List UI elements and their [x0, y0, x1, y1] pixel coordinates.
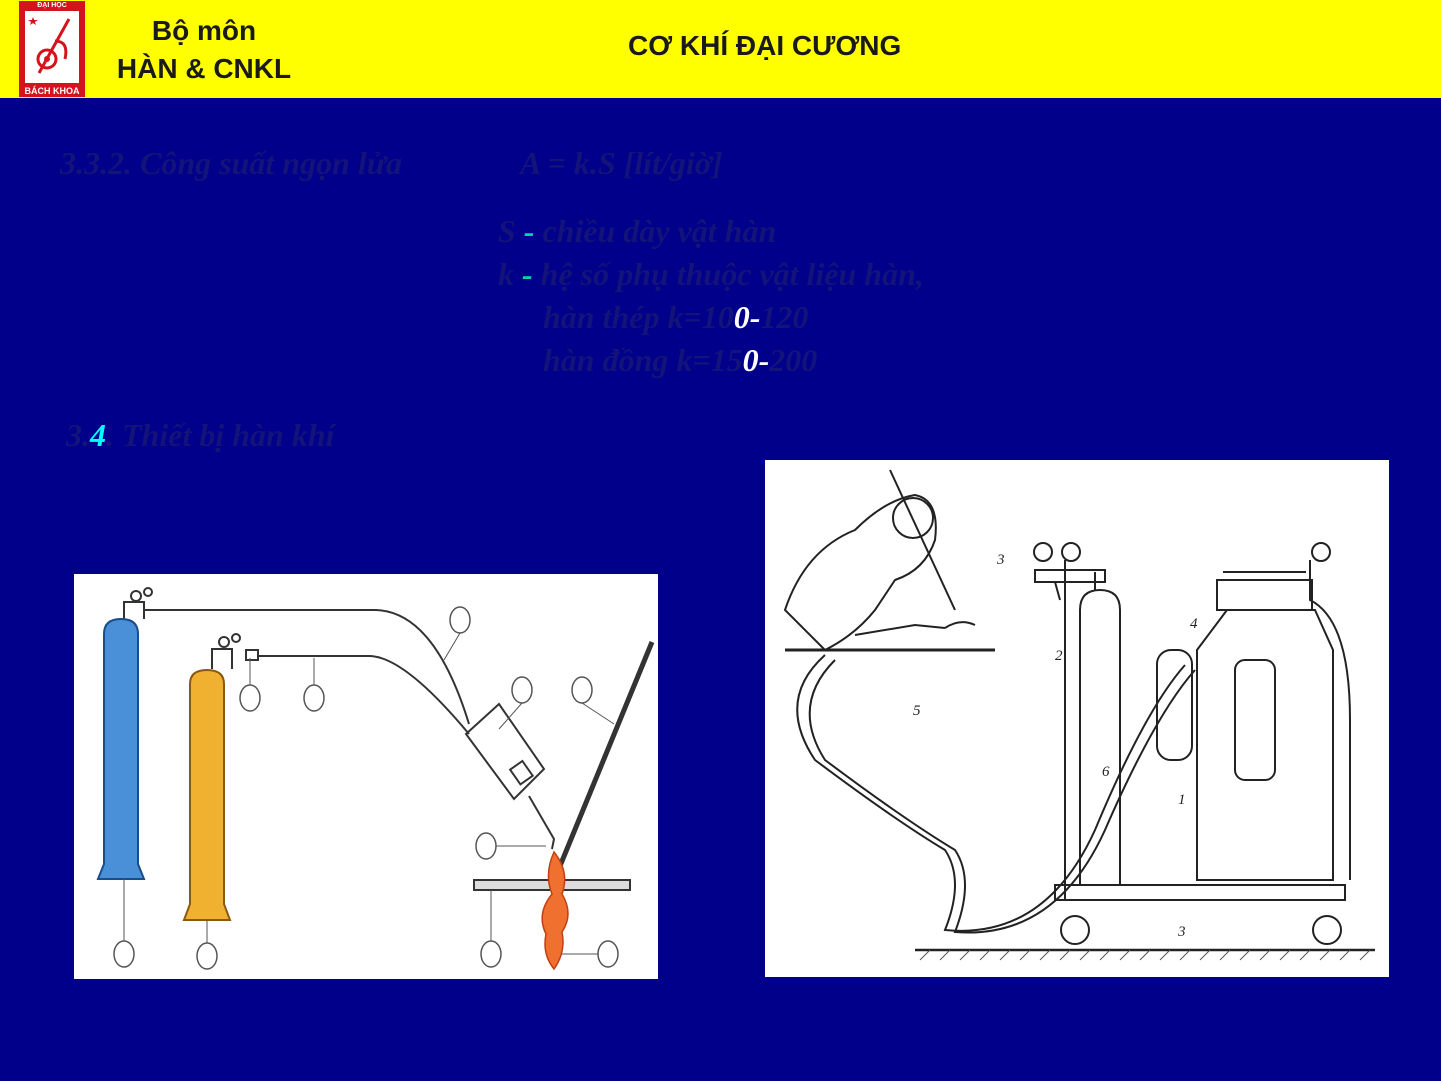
definition-s: [498, 213, 776, 250]
university-logo: [19, 1, 85, 97]
section-34-num-highlight: 4: [90, 417, 106, 453]
section-34-heading: [66, 417, 335, 454]
steel-coefficient: [543, 299, 808, 336]
copper-coefficient-b: 200: [769, 342, 818, 378]
logo-bottom-text: BÁCH KHOA: [24, 86, 80, 96]
figure-label: 3: [1178, 924, 1186, 940]
figure-label: 3: [997, 552, 1005, 568]
university-emblem-icon: [25, 11, 79, 83]
flame-power-formula: A = k.S [lít/giờ]: [520, 145, 723, 181]
gas-welding-schematic: [74, 574, 658, 979]
copper-coefficient: [543, 342, 817, 379]
department-name: [104, 12, 304, 88]
steel-coefficient-highlight: 0-: [733, 299, 761, 335]
department-line-1: Bộ môn: [151, 15, 257, 46]
figure-label: 6: [1102, 764, 1110, 780]
copper-coefficient-a: hàn đồng k=15: [543, 342, 743, 378]
dash: -: [522, 256, 533, 292]
definition-s-text: chiều dày vật hàn: [542, 213, 777, 249]
copper-coefficient-highlight: 0-: [742, 342, 770, 378]
course-title: CƠ KHÍ ĐẠI CƯƠNG: [628, 30, 902, 61]
steel-coefficient-a: hàn thép k=10: [543, 299, 734, 335]
symbol-k: k: [498, 256, 514, 292]
header-bar: [0, 0, 1441, 98]
gas-welding-station-illustration: [765, 460, 1389, 977]
steel-coefficient-b: 120: [760, 299, 809, 335]
dash: -: [523, 213, 535, 249]
figure-label: 2: [1055, 648, 1063, 664]
logo-top-text: ĐẠI HỌC: [37, 2, 67, 9]
symbol-s: S: [498, 213, 516, 249]
department-line-2: HÀN & CNKL: [116, 53, 292, 84]
figure-label: 4: [1190, 616, 1198, 632]
definition-k: [498, 256, 924, 293]
section-332-heading: 3.3.2. Công suất ngọn lửa: [60, 145, 402, 181]
figure-label: 1: [1178, 792, 1186, 808]
figure-label: 5: [913, 703, 921, 719]
section-34-num: 3.: [66, 417, 90, 453]
definition-k-text: hệ số phụ thuộc vật liệu hàn,: [540, 256, 924, 292]
section-34-title: . Thiết bị hàn khí: [106, 417, 335, 453]
